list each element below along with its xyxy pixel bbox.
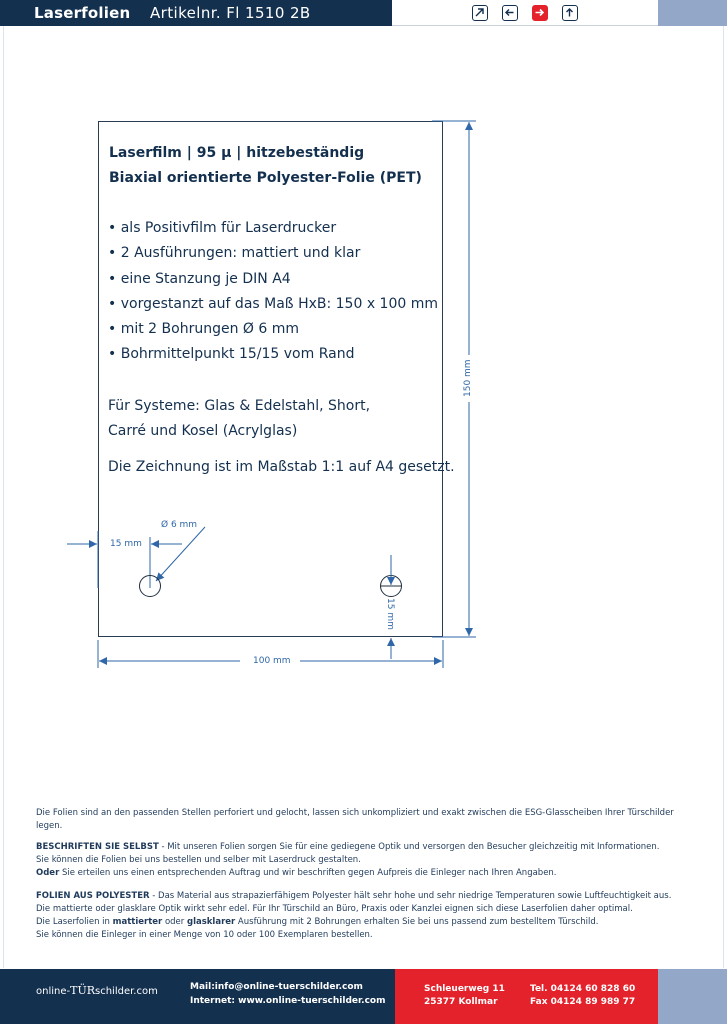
footer-mail-link[interactable]: Mail:info@online-tuerschilder.com xyxy=(190,982,363,992)
self-print-text: - Mit unseren Folien sorgen Sie für eine gediegene Optik und versorgen den Besucher gleichzeitig mit Informationen. xyxy=(158,842,660,852)
page-title: Laserfolien xyxy=(34,4,131,22)
footer-fax: Fax 04124 89 989 77 xyxy=(530,997,636,1007)
footer-city: 25377 Kollmar xyxy=(424,997,498,1007)
self-print-line-3: Sie erteilen uns einen entsprechenden Auftrag und wir beschriften gegen Aufpreis die Einleger nach Ihren Angaben. xyxy=(59,868,557,878)
oder-label: Oder xyxy=(36,868,60,878)
feature-bullet: • als Positivfilm für Laserdrucker xyxy=(108,220,336,236)
header-bar xyxy=(0,0,727,26)
arrow-up-right-icon xyxy=(474,7,485,18)
scale-note: Die Zeichnung ist im Maßstab 1:1 auf A4 gesetzt. xyxy=(108,459,455,475)
brand-prefix: online- xyxy=(36,986,71,997)
nav-button-back[interactable] xyxy=(502,5,518,21)
systems-line-2: Carré und Kosel (Acrylglas) xyxy=(108,423,298,439)
polyester-line-2: Die mattierte oder glasklare Optik wirkt sehr edel. Für Ihr Türschild an Büro, Praxis oder Kanzlei eignen sich diese Laserfolien daher optimal. xyxy=(36,904,633,914)
arrow-left-icon xyxy=(504,7,515,18)
polyester-text: - Das Material aus strapazierfähigem Polyester hält sehr hohe und sehr niedrige Temperaturen sowie Luftfeuchtigkeit aus. xyxy=(149,891,672,901)
footer-phone: Tel. 04124 60 828 60 xyxy=(530,984,636,994)
feature-bullet: • eine Stanzung je DIN A4 xyxy=(108,271,291,287)
header-accent-panel xyxy=(658,0,727,26)
intro-text: Die Folien sind an den passenden Stellen perforiert und gelocht, lassen sich unkompliziert und exakt zwischen die ESG-Glasscheiben Ihrer Türschilder legen. xyxy=(36,808,674,831)
systems-line-1: Für Systeme: Glas & Edelstahl, Short, xyxy=(108,398,371,414)
article-number: Artikelnr. Fl 1510 2B xyxy=(150,4,311,22)
card-heading-1: Laserfilm | 95 µ | hitzebeständig xyxy=(109,145,365,161)
polyester-heading: FOLIEN AUS POLYESTER xyxy=(36,891,150,901)
footer-website-link[interactable]: Internet: www.online-tuerschilder.com xyxy=(190,996,386,1006)
polyester-line-3a: Die Laserfolien in xyxy=(36,917,113,927)
nav-button-up-right[interactable] xyxy=(472,5,488,21)
width-label: 100 mm xyxy=(253,656,291,666)
arrow-right-icon xyxy=(534,7,545,18)
polyester-line-3c: oder xyxy=(162,917,187,927)
header-nav-panel xyxy=(392,0,658,26)
feature-bullet: • vorgestanzt auf das Maß HxB: 150 x 100 mm xyxy=(108,296,438,312)
intro-paragraph xyxy=(36,807,696,833)
hole-diameter-label: Ø 6 mm xyxy=(161,520,198,530)
footer xyxy=(0,969,727,1024)
mattierter-label: mattierter xyxy=(112,917,163,927)
foil-outline xyxy=(98,121,443,637)
card-heading-2: Biaxial orientierte Polyester-Folie (PET) xyxy=(109,170,422,186)
brand-mark: TÜR xyxy=(70,984,96,997)
feature-bullet: • 2 Ausführungen: mattiert und klar xyxy=(108,245,360,261)
footer-accent-panel xyxy=(658,969,727,1024)
polyester-line-3e: Ausführung mit 2 Bohrungen erhalten Sie bei uns passend zum bestelltem Türschild. xyxy=(235,917,599,927)
feature-bullet: • Bohrmittelpunkt 15/15 vom Rand xyxy=(108,346,354,362)
nav-button-up[interactable] xyxy=(562,5,578,21)
nav-button-next[interactable] xyxy=(532,5,548,21)
height-label: 150 mm xyxy=(463,359,473,397)
left-offset-label: 15 mm xyxy=(110,539,142,549)
brand-suffix: schilder.com xyxy=(95,986,158,997)
polyester-line-4: Sie können die Einleger in einer Menge von 10 oder 100 Exemplaren bestellen. xyxy=(36,930,373,940)
self-print-heading: BESCHRIFTEN SIE SELBST xyxy=(36,842,159,852)
footer-brand xyxy=(36,984,158,997)
bottom-offset-label: 15 mm xyxy=(385,598,395,630)
feature-bullet: • mit 2 Bohrungen Ø 6 mm xyxy=(108,321,299,337)
arrow-up-icon xyxy=(564,7,575,18)
self-print-line-2: Sie können die Folien bei uns bestellen und selber mit Laserdruck gestalten. xyxy=(36,855,361,865)
self-print-paragraph xyxy=(36,841,696,880)
footer-street: Schleuerweg 11 xyxy=(424,984,505,994)
polyester-paragraph xyxy=(36,890,696,942)
glasklarer-label: glasklarer xyxy=(186,917,236,927)
